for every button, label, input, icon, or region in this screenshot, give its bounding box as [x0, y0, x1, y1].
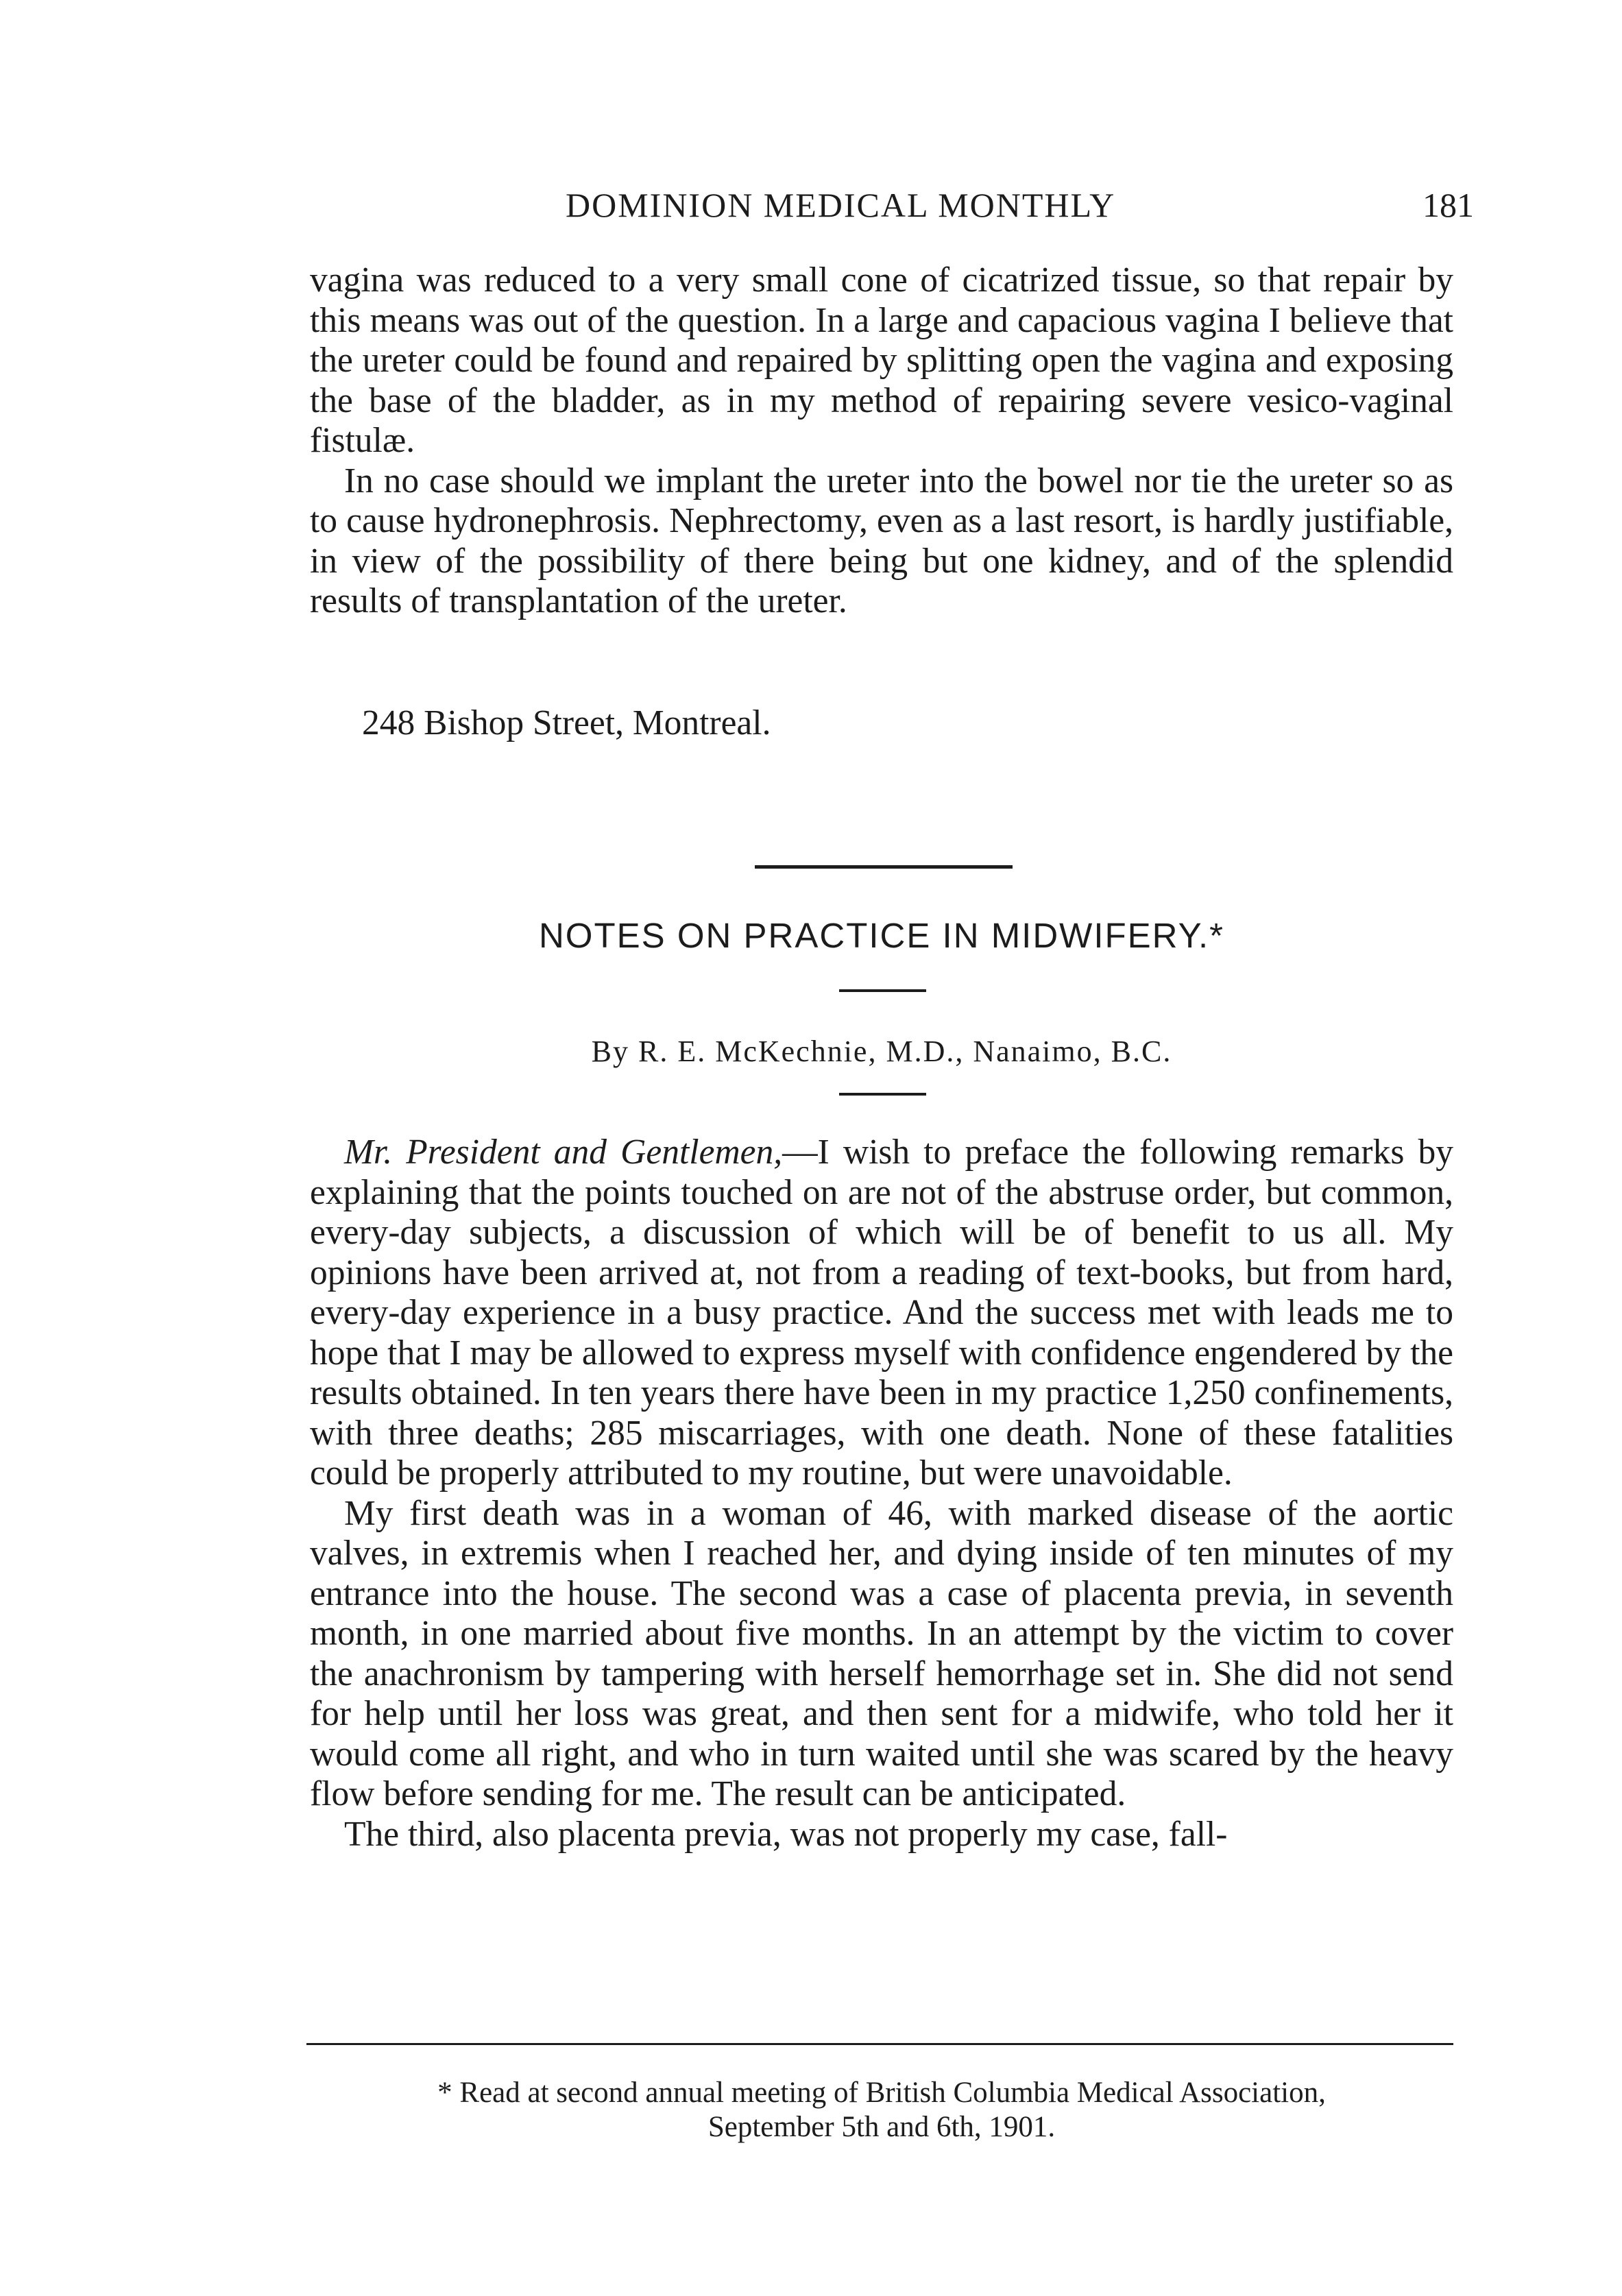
paragraph: My first death was in a woman of 46, with marked disease of the aortic valves, in extremis when I reached her, and dying inside of ten minutes of my entrance into the house. The second was a case of placenta previa, in seventh month, in one married about five months. In an attempt by the victim to cover the anachronism by tampering with herself hemorrhage set in. She did not send for help until her loss was great, and then sent for a midwife, who told her it would come all right, and who in turn waited until she was scared by the heavy flow before sending for me. The result can be anticipated. — [310, 1493, 1453, 1813]
article-title: NOTES ON PRACTICE IN MIDWIFERY.* — [538, 916, 1225, 955]
byline-divider — [839, 1093, 926, 1096]
footnote — [310, 2076, 1453, 2144]
paragraph: The third, also placenta previa, was not properly my case, fall- — [344, 1814, 1228, 1854]
paragraph: vagina was reduced to a very small cone of cicatrized tissue, so that repair by this means was out of the question. In a large and capacious vagina I believe that the ureter could be found and repaired by splitting open the vagina and exposing the base of the bladder, as in my method of repairing severe vesico-vaginal fistulæ. — [310, 261, 1453, 460]
running-header — [302, 185, 1474, 233]
title-divider — [839, 989, 926, 992]
paragraph: In no case should we implant the ureter into the bowel nor tie the ureter so as to cause hydronephrosis. Nephrectomy, even as a last resort, is hardly justifiable, in view of the possibility of there being but one kidney, and of the splendid results of transplantation of the ureter. — [310, 461, 1453, 620]
author-address: 248 Bishop Street, Montreal. — [362, 703, 771, 742]
paragraph-text: —I wish to preface the following remarks by explaining that the points touched on are not of the abstruse order, but common, every-day subjects, a discussion of which will be of benefit to us all. My opinions have been arrived at, not from a reading of text-books, but from hard, every-day experience in a busy practice. And the success met with leads me to hope that I may be allowed to express myself with confidence engendered by the results obtained. In ten years there have been in my practice 1,250 confinements, with three deaths; 285 miscarriages, with one death. None of these fatalities could be properly attributed to my routine, but were unavoidable. — [310, 1133, 1453, 1493]
footnote-line: * Read at second annual meeting of British Columbia Medical Association, — [437, 2077, 1326, 2109]
continued-text — [310, 261, 1453, 622]
byline: By R. E. McKechnie, M.D., Nanaimo, B.C. — [591, 1035, 1172, 1068]
page-number: 181 — [1423, 186, 1474, 224]
journal-title: DOMINION MEDICAL MONTHLY — [566, 186, 1116, 224]
footnote-line: September 5th and 6th, 1901. — [707, 2111, 1056, 2143]
section-divider — [755, 865, 1013, 869]
paragraph — [310, 1133, 1453, 1494]
article-body — [310, 1133, 1453, 1854]
footnote-divider — [306, 2043, 1453, 2045]
salutation: Mr. President and Gentlemen, — [344, 1133, 783, 1172]
